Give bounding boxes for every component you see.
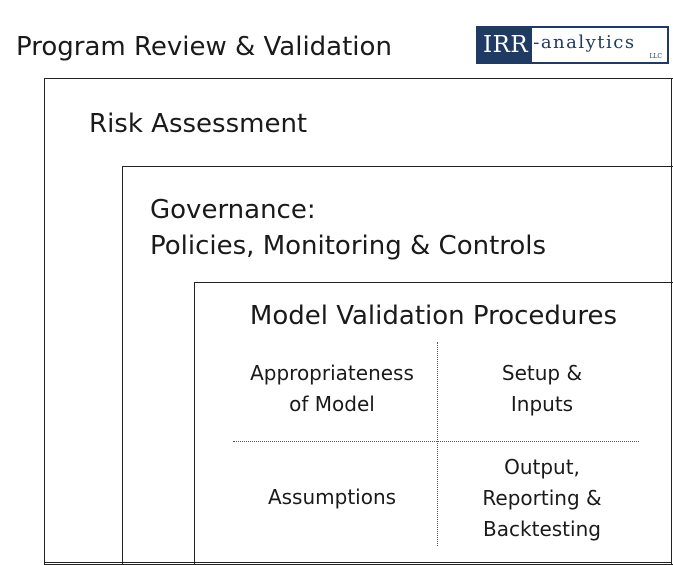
outer-bottom-border [44, 562, 671, 564]
logo-name: -analytics [533, 32, 636, 53]
quadrant-text: Appropriateness [250, 361, 414, 385]
quadrant-setup-inputs [444, 358, 640, 420]
quadrant-vertical-divider [437, 342, 438, 546]
model-validation-label: Model Validation Procedures [249, 301, 618, 331]
governance-subtitle: Policies, Monitoring & Controls [150, 231, 547, 261]
logo-mark: IRR [478, 28, 532, 62]
logo-text [532, 28, 667, 62]
logo-suffix: LLC [649, 53, 662, 60]
quadrant-text: Assumptions [267, 485, 397, 509]
quadrant-appropriateness [234, 358, 430, 420]
quadrant-text: Setup & [501, 361, 583, 385]
quadrant-text: Backtesting [483, 517, 601, 541]
governance-label [150, 192, 546, 264]
governance-title: Governance: [150, 195, 316, 225]
quadrant-text: Inputs [510, 392, 574, 416]
quadrant-text: Reporting & [482, 486, 602, 510]
quadrant-assumptions [234, 482, 430, 513]
risk-assessment-label: Risk Assessment [89, 109, 308, 139]
quadrant-horizontal-divider [233, 441, 639, 442]
irr-analytics-logo [476, 26, 669, 64]
quadrant-text: Output, [504, 455, 580, 479]
quadrant-output-reporting [444, 452, 640, 545]
quadrant-text: of Model [289, 392, 375, 416]
page-title: Program Review & Validation [16, 32, 392, 62]
